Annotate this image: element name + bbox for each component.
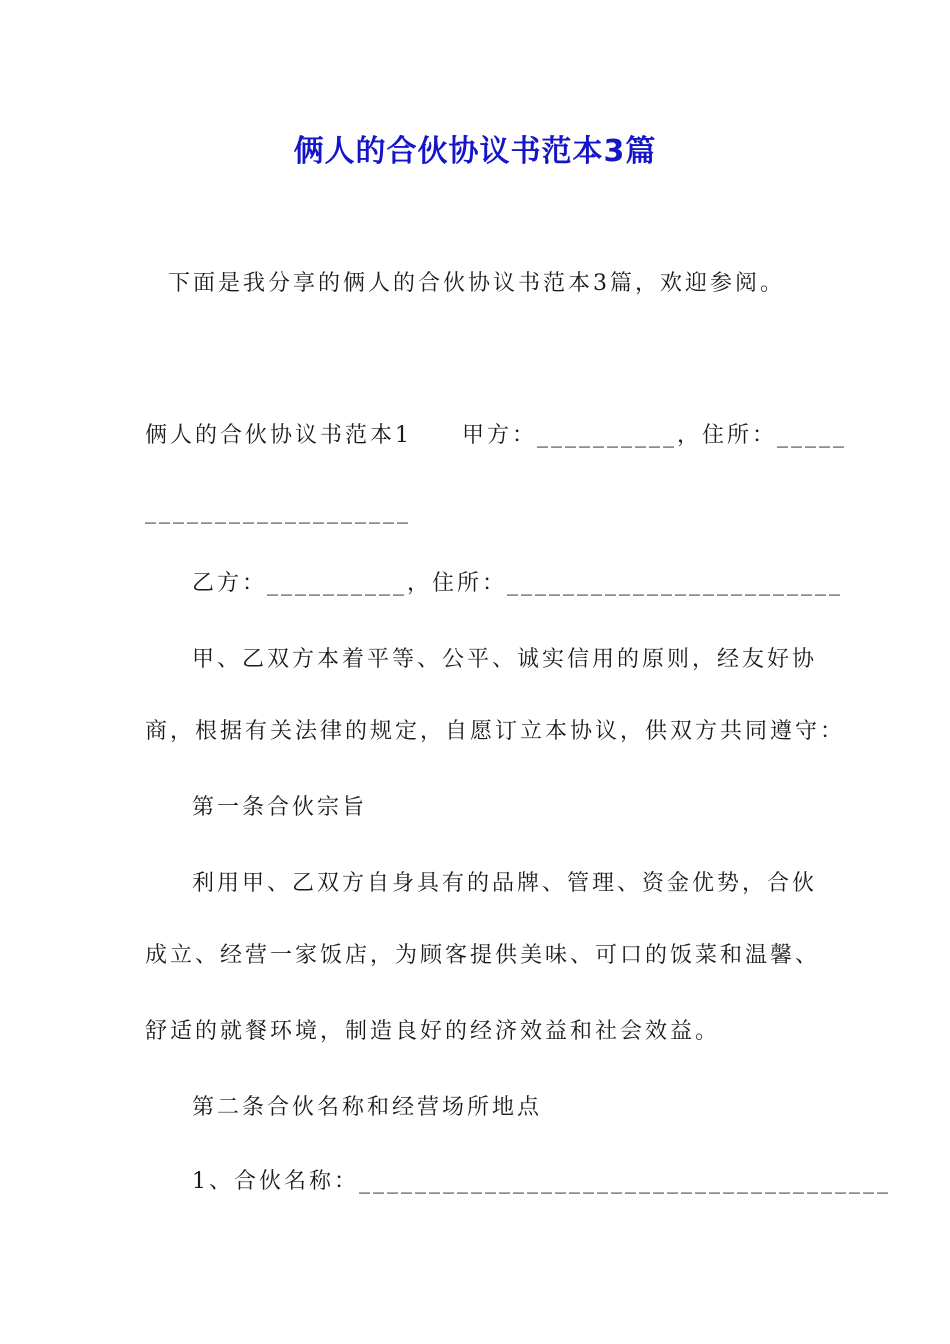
paragraph-principle-continued: 商，根据有关法律的规定，自愿订立本协议，供双方共同遵守： [145, 719, 846, 744]
partnership-name-field: 1、合伙名称：______________________________________ [192, 1169, 891, 1194]
article-2-heading: 第二条合伙名称和经营场所地点 [192, 1095, 543, 1120]
paragraph-party-a: 俩人的合伙协议书范本1 甲方：__________，住所：_____ [145, 423, 847, 448]
article-1-body-line-2: 成立、经营一家饭店，为顾客提供美味、可口的饭菜和温馨、 [145, 943, 821, 968]
paragraph-party-b: 乙方：__________，住所：________________________ [192, 571, 844, 596]
paragraph-principle: 甲、乙双方本着平等、公平、诚实信用的原则，经友好协 [192, 647, 818, 672]
document-title: 俩人的合伙协议书范本3篇 [293, 134, 657, 169]
article-1-body-line-3: 舒适的就餐环境，制造良好的经济效益和社会效益。 [145, 1019, 721, 1044]
article-1-body-line-1: 利用甲、乙双方自身具有的品牌、管理、资金优势，合伙 [192, 871, 818, 896]
paragraph-party-a-address-continued: ___________________ [145, 499, 411, 524]
article-1-heading: 第一条合伙宗旨 [192, 795, 368, 820]
intro-paragraph: 下面是我分享的俩人的合伙协议书范本3篇，欢迎参阅。 [168, 271, 785, 296]
